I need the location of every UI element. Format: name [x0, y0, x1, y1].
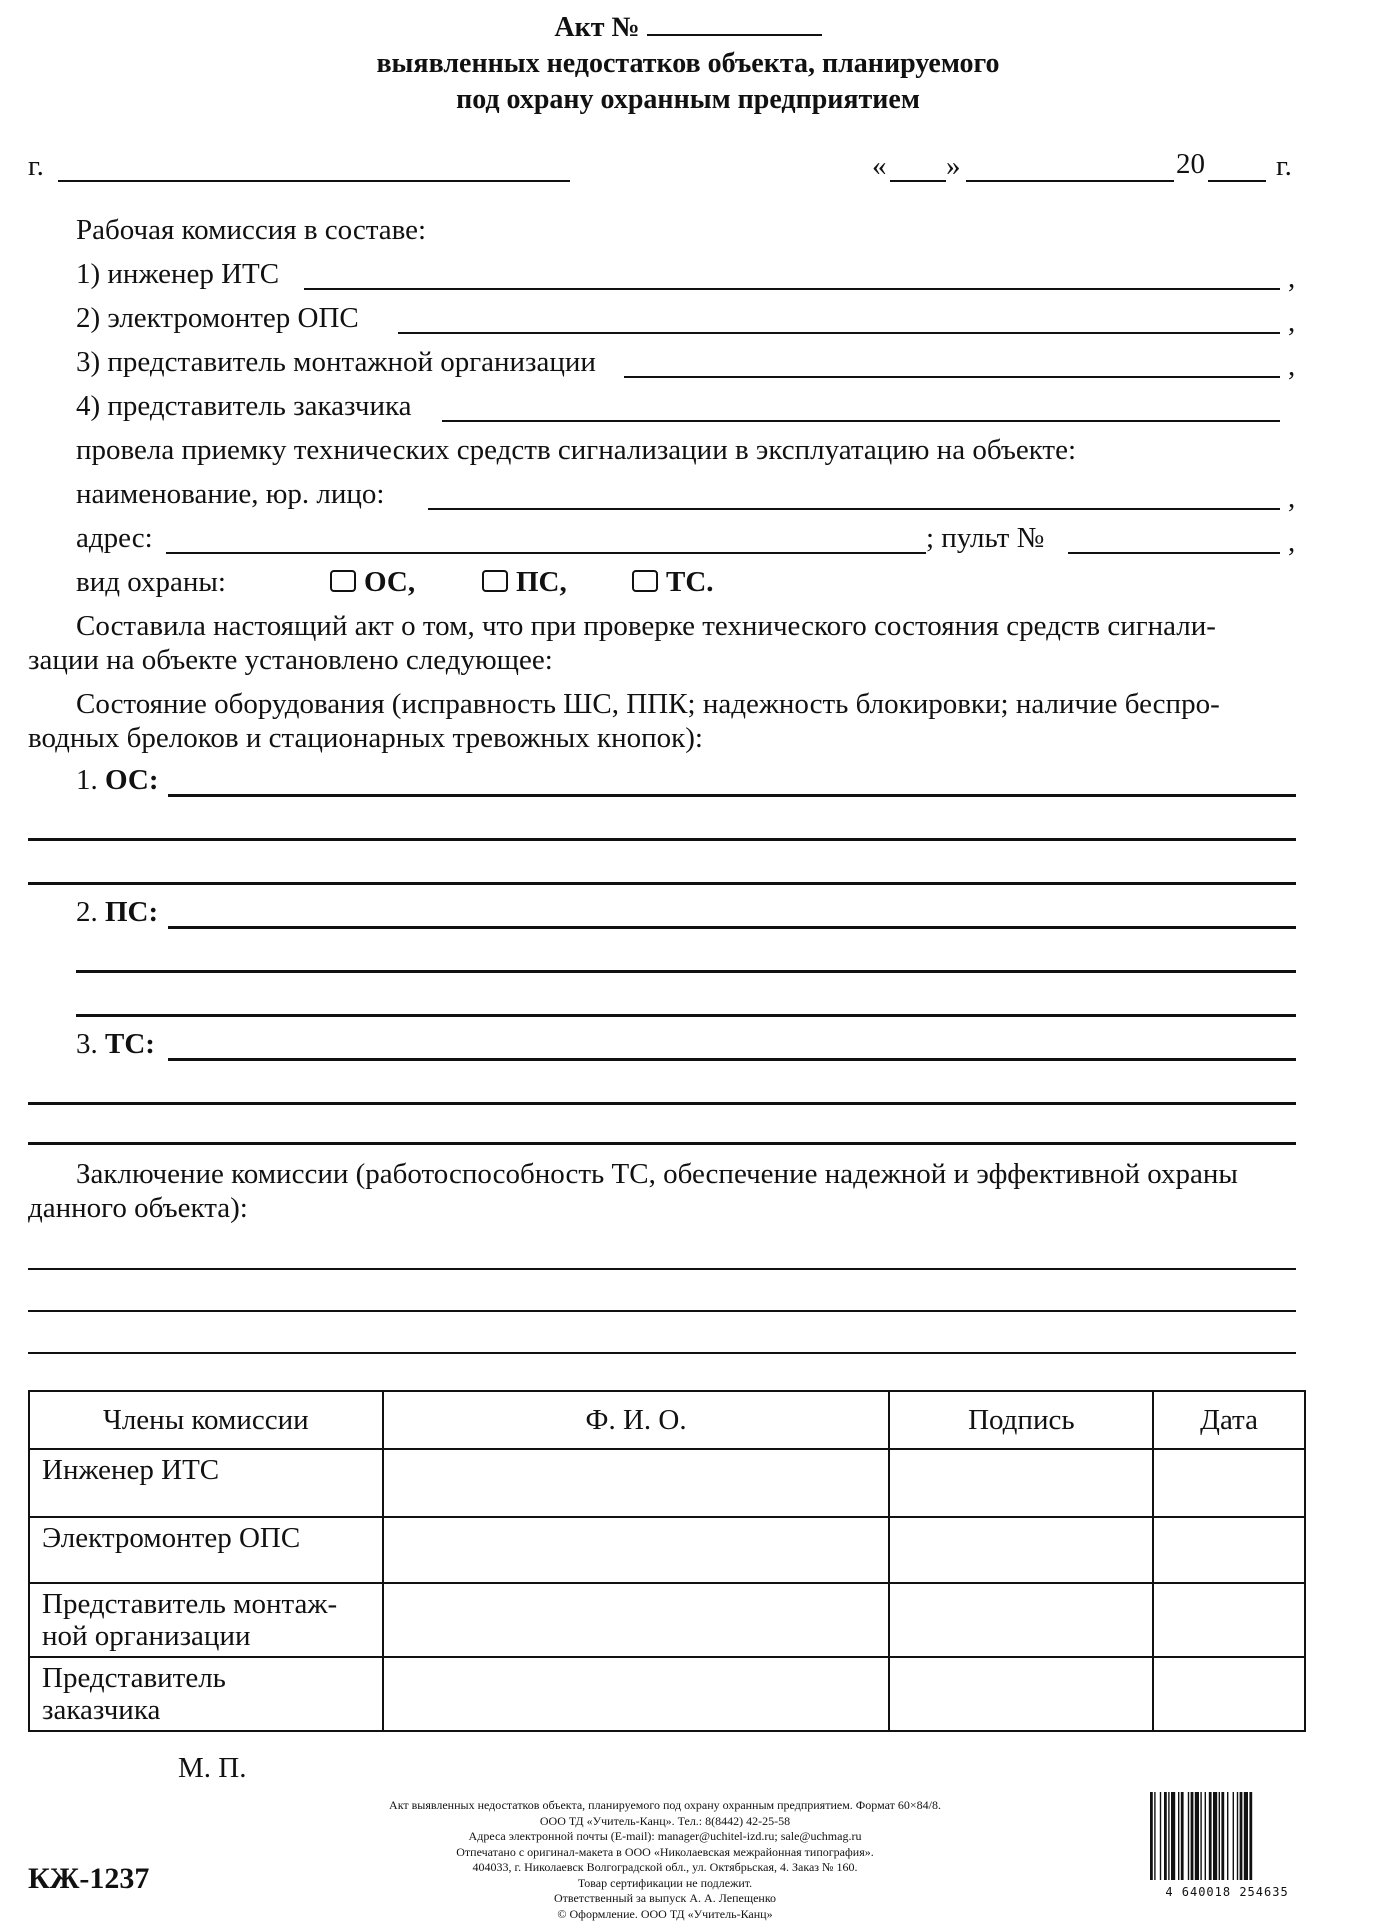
- barcode-bar: [1164, 1792, 1167, 1880]
- barcode: [1148, 1792, 1306, 1900]
- barcode-bar: [1150, 1792, 1153, 1880]
- day-close-quote: »: [946, 150, 961, 183]
- member-electrician-field[interactable]: [398, 332, 1280, 334]
- checkbox-icon[interactable]: [330, 570, 356, 592]
- item-os-line[interactable]: [28, 882, 1296, 885]
- member-role-cell: [29, 1657, 383, 1731]
- comma: ,: [1288, 482, 1295, 515]
- signature-cell[interactable]: [889, 1583, 1153, 1657]
- commission-signature-table: [28, 1390, 1306, 1732]
- barcode-bar: [1160, 1792, 1161, 1880]
- year-suffix: г.: [1276, 150, 1292, 183]
- equipment-paragraph-line2: водных брелоков и стационарных тревожных кнопок):: [28, 722, 703, 755]
- act-number-label: Акт №: [554, 12, 639, 43]
- guard-option-os[interactable]: [330, 566, 415, 599]
- barcode-bar: [1233, 1792, 1234, 1880]
- member-role-cell: [29, 1449, 383, 1517]
- address-field[interactable]: [166, 552, 926, 554]
- item-ps-line[interactable]: [76, 1014, 1296, 1017]
- conclusion-line2: данного объекта):: [28, 1192, 248, 1225]
- guard-type-label: вид охраны:: [76, 566, 226, 599]
- comma: ,: [1288, 526, 1295, 559]
- barcode-bar: [1219, 1792, 1220, 1880]
- member-engineer-field[interactable]: [304, 288, 1280, 290]
- member-electrician-label: 2) электромонтер ОПС: [76, 302, 359, 335]
- header-date: Дата: [1153, 1391, 1305, 1449]
- item-ps-line[interactable]: [168, 926, 1296, 929]
- conclusion-line[interactable]: [28, 1268, 1296, 1270]
- item-os-line[interactable]: [28, 838, 1296, 841]
- acceptance-intro: провела приемку технических средств сигнализации в эксплуатацию на объекте:: [76, 434, 1076, 467]
- fio-cell[interactable]: [383, 1449, 890, 1517]
- guard-option-ts-label: ТС.: [666, 566, 714, 598]
- barcode-bar: [1154, 1792, 1155, 1880]
- conclusion-line[interactable]: [28, 1310, 1296, 1312]
- header-fio: Ф. И. О.: [383, 1391, 890, 1449]
- barcode-bar: [1188, 1792, 1189, 1880]
- item-number: 2.: [76, 896, 98, 928]
- footer-line: Акт выявленных недостатков объекта, планируемого под охрану охранным предприятием. Формат 60×84/8.: [340, 1798, 990, 1814]
- barcode-bar: [1237, 1792, 1238, 1880]
- item-label: ПС:: [105, 896, 158, 928]
- year-field[interactable]: [1208, 180, 1266, 182]
- date-cell[interactable]: [1153, 1449, 1305, 1517]
- member-installer-label: 3) представитель монтажной организации: [76, 346, 596, 379]
- conclusion-line[interactable]: [28, 1352, 1296, 1354]
- signature-cell[interactable]: [889, 1517, 1153, 1583]
- date-cell[interactable]: [1153, 1583, 1305, 1657]
- act-number-field[interactable]: [647, 33, 822, 36]
- city-field[interactable]: [58, 180, 570, 182]
- object-name-label: наименование, юр. лицо:: [76, 478, 384, 511]
- console-number-field[interactable]: [1068, 552, 1280, 554]
- table-row: [29, 1657, 1305, 1731]
- item-ts-heading: [76, 1028, 155, 1061]
- footer-line: Отпечатано с оригинал-макета в ООО «Николаевская межрайонная типография».: [340, 1845, 990, 1861]
- table-row: [29, 1517, 1305, 1583]
- barcode-bar: [1244, 1792, 1248, 1880]
- fio-cell[interactable]: [383, 1583, 890, 1657]
- barcode-bar: [1240, 1792, 1243, 1880]
- barcode-bars-icon: [1148, 1792, 1306, 1880]
- member-role-line1: Электромонтер ОПС: [42, 1522, 370, 1555]
- date-cell[interactable]: [1153, 1517, 1305, 1583]
- member-role-line2: заказчика: [42, 1694, 370, 1726]
- guard-option-ts[interactable]: [632, 566, 714, 599]
- barcode-bar: [1171, 1792, 1175, 1880]
- day-field[interactable]: [890, 180, 946, 182]
- year-prefix: 20: [1176, 148, 1205, 181]
- member-installer-field[interactable]: [624, 376, 1280, 378]
- signature-cell[interactable]: [889, 1449, 1153, 1517]
- item-ts-line[interactable]: [28, 1102, 1296, 1105]
- item-number: 1.: [76, 764, 98, 796]
- barcode-bar: [1200, 1792, 1201, 1880]
- footer-line: © Оформление. ООО ТД «Учитель-Канц»: [340, 1907, 990, 1922]
- table-header-row: [29, 1391, 1305, 1449]
- member-role-line1: Представитель: [42, 1662, 370, 1694]
- fio-cell[interactable]: [383, 1517, 890, 1583]
- barcode-bar: [1249, 1792, 1252, 1880]
- act-subtitle-line1: выявленных недостатков объекта, планируемого: [0, 46, 1376, 82]
- item-number: 3.: [76, 1028, 98, 1060]
- member-role-cell: [29, 1517, 383, 1583]
- month-field[interactable]: [966, 180, 1174, 182]
- header-members: Члены комиссии: [29, 1391, 383, 1449]
- barcode-bar: [1205, 1792, 1206, 1880]
- day-open-quote: «: [872, 150, 887, 183]
- checkbox-icon[interactable]: [632, 570, 658, 592]
- barcode-bar: [1168, 1792, 1169, 1880]
- footer-line: 404033, г. Николаевск Волгоградской обл., ул. Октябрьская, 4. Заказ № 160.: [340, 1860, 990, 1876]
- address-label: адрес:: [76, 522, 153, 555]
- footer-line: Ответственный за выпуск А. А. Лепещенко: [340, 1891, 990, 1907]
- comma: ,: [1288, 262, 1295, 295]
- item-ts-line[interactable]: [28, 1142, 1296, 1145]
- barcode-bar: [1178, 1792, 1179, 1880]
- act-subtitle-line2: под охрану охранным предприятием: [0, 82, 1376, 118]
- act-paragraph-line2: зации на объекте установлено следующее:: [28, 644, 553, 677]
- barcode-number: 4 640018 254635: [1148, 1885, 1306, 1899]
- member-engineer-label: 1) инженер ИТС: [76, 258, 279, 291]
- item-label: ОС:: [105, 764, 159, 796]
- comma: ,: [1288, 350, 1295, 383]
- header-signature: Подпись: [889, 1391, 1153, 1449]
- barcode-bar: [1209, 1792, 1212, 1880]
- member-role-cell: [29, 1583, 383, 1657]
- table-row: [29, 1583, 1305, 1657]
- commission-intro: Рабочая комиссия в составе:: [76, 214, 426, 247]
- guard-option-ps-label: ПС,: [516, 566, 567, 598]
- footer-line: Адреса электронной почты (E-mail): manager@uchitel-izd.ru; sale@uchmag.ru: [340, 1829, 990, 1845]
- member-customer-field[interactable]: [442, 420, 1280, 422]
- item-os-heading: [76, 764, 159, 797]
- member-role-line1: Инженер ИТС: [42, 1454, 370, 1487]
- stamp-label: М. П.: [178, 1752, 246, 1785]
- barcode-bar: [1195, 1792, 1199, 1880]
- member-customer-label: 4) представитель заказчика: [76, 390, 412, 423]
- act-paragraph-line1: Составила настоящий акт о том, что при проверке технического состояния средств сигнали-: [76, 610, 1216, 643]
- checkbox-icon[interactable]: [482, 570, 508, 592]
- item-os-line[interactable]: [168, 794, 1296, 797]
- footer-line: ООО ТД «Учитель-Канц». Тел.: 8(8442) 42-25-58: [340, 1814, 990, 1830]
- barcode-bar: [1221, 1792, 1224, 1880]
- equipment-paragraph-line1: Состояние оборудования (исправность ШС, ППК; надежность блокировки; наличие беспро-: [76, 688, 1220, 721]
- publisher-footer: [340, 1798, 990, 1922]
- form-code: КЖ-1237: [28, 1862, 149, 1896]
- item-ps-heading: [76, 896, 158, 929]
- table-row: [29, 1449, 1305, 1517]
- conclusion-line1: Заключение комиссии (работоспособность ТС, обеспечение надежной и эффективной охраны: [76, 1158, 1238, 1191]
- signature-cell[interactable]: [889, 1657, 1153, 1731]
- member-role-line1: Представитель монтаж-: [42, 1588, 370, 1620]
- item-ps-line[interactable]: [76, 970, 1296, 973]
- item-label: ТС:: [105, 1028, 155, 1060]
- fio-cell[interactable]: [383, 1657, 890, 1731]
- barcode-bar: [1227, 1792, 1228, 1880]
- guard-option-os-label: ОС,: [364, 566, 415, 598]
- barcode-bar: [1191, 1792, 1194, 1880]
- comma: ,: [1288, 306, 1295, 339]
- act-title: [0, 10, 1376, 46]
- member-role-line2: ной организации: [42, 1620, 370, 1652]
- date-cell[interactable]: [1153, 1657, 1305, 1731]
- city-prefix: г.: [28, 150, 44, 183]
- footer-line: Товар сертификации не подлежит.: [340, 1876, 990, 1892]
- guard-option-ps[interactable]: [482, 566, 567, 599]
- item-ts-line[interactable]: [168, 1058, 1296, 1061]
- object-name-field[interactable]: [428, 508, 1280, 510]
- barcode-bar: [1181, 1792, 1184, 1880]
- console-label: ; пульт №: [926, 522, 1044, 555]
- barcode-bar: [1213, 1792, 1217, 1880]
